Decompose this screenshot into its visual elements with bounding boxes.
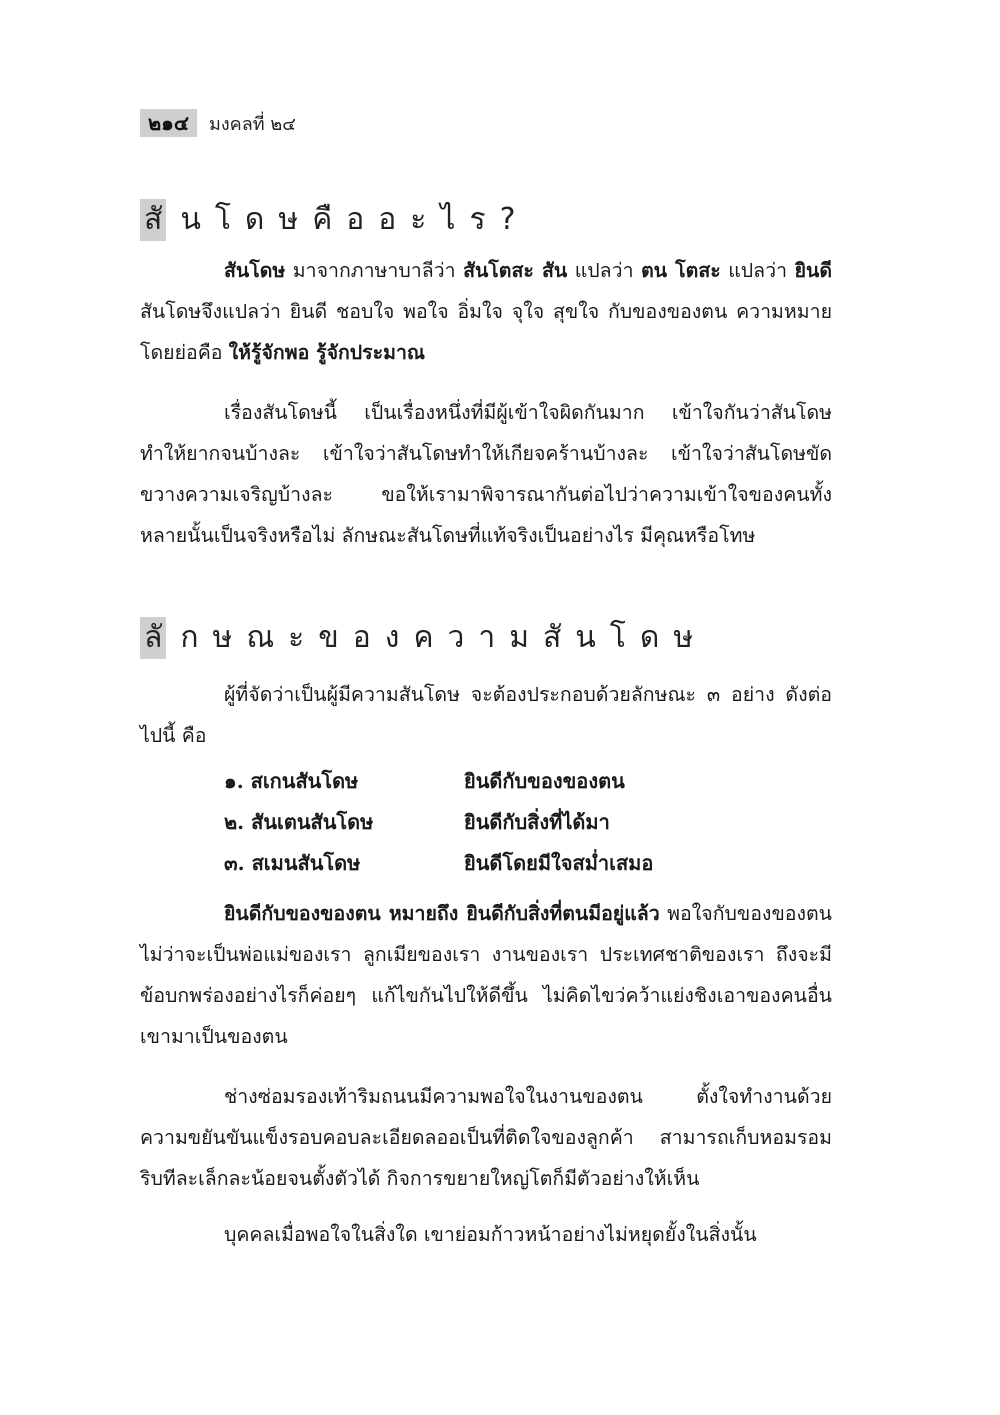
bold-term: สันโดษ <box>224 259 286 282</box>
text: บุคคลเมื่อพอใจในสิ่งใด เขาย่อมก้าวหน้าอย่างไม่หยุดยั้งในสิ่งนั้น <box>224 1223 757 1246</box>
paragraph-definition <box>140 250 832 373</box>
text: ผู้ที่จัดว่าเป็นผู้มีความสันโดษ จะต้องประกอบด้วยลักษณะ ๓ อย่าง ดังต่อไปนี้ คือ <box>140 683 832 747</box>
section-heading-what-is-santosa <box>140 196 530 243</box>
bold-term: ตน โตสะ <box>641 259 721 282</box>
list-definition: ยินดีกับของของตน <box>464 768 625 793</box>
list-definition: ยินดีกับสิ่งที่ได้มา <box>464 809 610 834</box>
heading-initial: ลั <box>140 617 166 659</box>
bold-term: ยินดีกับของของตน หมายถึง ยินดีกับสิ่งที่ตนมีอยู่แล้ว <box>224 902 660 925</box>
text: เรื่องสันโดษนี้ เป็นเรื่องหนึ่งที่มีผู้เข้าใจผิดกันมาก เข้าใจกันว่าสันโดษทำให้ยากจนบ้างละ เข้าใจว่าสันโดษทำให้เกียจคร้านบ้างละ เข้าใจว่าสันโดษขัดขวางความเจริญบ้างละ ขอให้เรามาพิจารณากันต่อไปว่าความเข้าใจของคนทั้งหลายนั้นเป็นจริงหรือไม่ ลักษณะสันโดษที่แท้จริงเป็นอย่างไร มีคุณหรือโทษ <box>140 401 832 547</box>
text: แปลว่า <box>720 259 795 282</box>
bold-term: ให้รู้จักพอ รู้จักประมาณ <box>228 341 426 364</box>
paragraph-progress <box>140 1214 832 1255</box>
characteristics-list <box>224 760 784 883</box>
heading-text: นโดษคืออะไร? <box>180 202 530 237</box>
text: ช่างซ่อมรองเท้าริมถนนมีความพอใจในงานของตน ตั้งใจทำงานด้วยความขยันขันแข็งรอบคอบละเอียดลออเป็นที่ติดใจของลูกค้า สามารถเก็บหอมรอมริบทีละเล็กละน้อยจนตั้งตัวได้ กิจการขยายใหญ่โตก็มีตัวอย่างให้เห็น <box>140 1085 832 1190</box>
list-item <box>224 842 784 883</box>
text: พอใจกับของของตนไม่ว่าจะเป็นพ่อแม่ของเรา ลูกเมียของเรา งานของเรา ประเทศชาติของเรา ถึงจะมีข้อบกพร่องอย่างไรก็ค่อยๆ แก้ไขกันไปให้ดีขึ้น ไม่คิดไขว่คว้าแย่งชิงเอาของคนอื่นเขามาเป็นของตน <box>140 902 832 1048</box>
list-item <box>224 760 784 801</box>
list-term: ๑. สเกนสันโดษ <box>224 768 359 793</box>
paragraph-shoe-repairer <box>140 1076 832 1199</box>
running-title: มงคลที่ ๒๔ <box>209 113 296 135</box>
text: สันโดษจึงแปลว่า ยินดี ชอบใจ พอใจ อิ่มใจ จุใจ สุขใจ กับของของตน ความหมายโดยย่อคือ <box>140 300 832 364</box>
bold-term: ยินดี <box>794 259 832 282</box>
page-header <box>140 108 296 138</box>
text: แปลว่า <box>567 259 642 282</box>
list-term: ๒. สันเตนสันโดษ <box>224 809 374 834</box>
list-term: ๓. สเมนสันโดษ <box>224 850 361 875</box>
paragraph-own-things <box>140 893 832 1057</box>
paragraph-misconceptions <box>140 392 832 556</box>
list-definition: ยินดีโดยมีใจสม่ำเสมอ <box>464 850 654 875</box>
heading-initial: สั <box>140 199 166 241</box>
paragraph-intro <box>140 674 832 756</box>
text: มาจากภาษาบาลีว่า <box>285 259 464 282</box>
page-number: ๒๑๔ <box>140 109 197 137</box>
list-item <box>224 801 784 842</box>
heading-text: กษณะของความสันโดษ <box>180 620 708 655</box>
section-heading-characteristics <box>140 614 707 661</box>
bold-term: สันโตสะ สัน <box>463 259 568 282</box>
